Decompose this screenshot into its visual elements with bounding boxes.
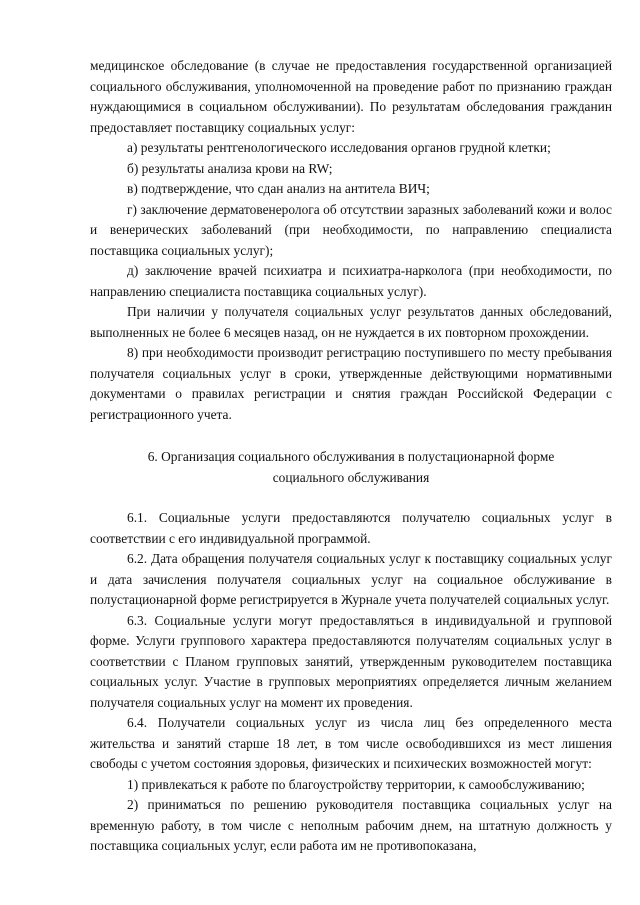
paragraph-item-8: 8) при необходимости производит регистрацию поступившего по месту пребывания получателя социальных услуг в сроки, утвержденные действующими нормативными документами о правилах регистрации и снятия граждан Российской Федерации с регистрационного учета. [90, 345, 612, 422]
paragraph-item-g: г) заключение дерматовенеролога об отсутствии заразных заболеваний кожи и волос и венерических заболеваний (при необходимости, по направлению специалиста поставщика социальных услуг); [90, 201, 612, 258]
paragraph-results-note: При наличии у получателя социальных услуг результатов данных обследований, выполненных не более 6 месяцев назад, он не нуждается в их повторном прохождении. [90, 304, 612, 340]
section-heading: 6. Организация социального обслуживания в полустационарной форме социального обслуживания [147, 449, 555, 485]
paragraph-6-4-item-1: 1) привлекаться к работе по благоустройству территории, к самообслуживанию; [127, 776, 585, 792]
paragraph-6-1: 6.1. Социальные услуги предоставляются получателю социальных услуг в соответствии с его индивидуальной программой. [90, 510, 612, 546]
paragraph-item-v: в) подтверждение, что сдан анализ на антитела ВИЧ; [127, 181, 430, 196]
paragraph-6-4-item-2: 2) приниматься по решению руководителя поставщика социальных услуг на временную работу, в том числе с неполным рабочим днем, на штатную должность у поставщика социальных услуг, если работа им не противопоказана, [90, 797, 612, 853]
paragraph-6-2: 6.2. Дата обращения получателя социальных услуг к поставщику социальных услуг и дата зачисления получателя социальных услуг на социальное обслуживание в полустационарной форме регистрируется в Журнале учета получателей социальных услуг. [90, 551, 612, 607]
paragraph-6-3: 6.3. Социальные услуги могут предоставляться в индивидуальной и групповой форме. Услуги группового характера предоставляются получателям социальных услуг в соответствии с Планом групповых занятий, утвержденным руководителем поставщика социальных услуг. Участие в групповых мероприятиях определяется личным желанием получателя социальных услуг на момент их проведения. [90, 612, 612, 710]
document-body [90, 56, 612, 857]
paragraph-exam-intro: медицинское обследование (в случае не предоставления государственной организацией социального обслуживания, уполномоченной на проведение работ по признанию граждан нуждающимися в социальном обслуживании). По результатам обследования гражданин предоставляет поставщику социальных услуг: [90, 58, 612, 135]
paragraph-6-4: 6.4. Получатели социальных услуг из числа лиц без определенного места жительства и занятий старше 18 лет, в том числе освободившихся из мест лишения свободы с учетом состояния здоровья, физических и психических возможностей могут: [90, 715, 612, 771]
paragraph-item-a: а) результаты рентгенологического исследования органов грудной клетки; [127, 140, 551, 155]
paragraph-item-d: д) заключение врачей психиатра и психиатра-нарколога (при необходимости, по направлению специалиста поставщика социальных услуг). [90, 263, 612, 299]
paragraph-item-b: б) результаты анализа крови на RW; [127, 160, 333, 176]
